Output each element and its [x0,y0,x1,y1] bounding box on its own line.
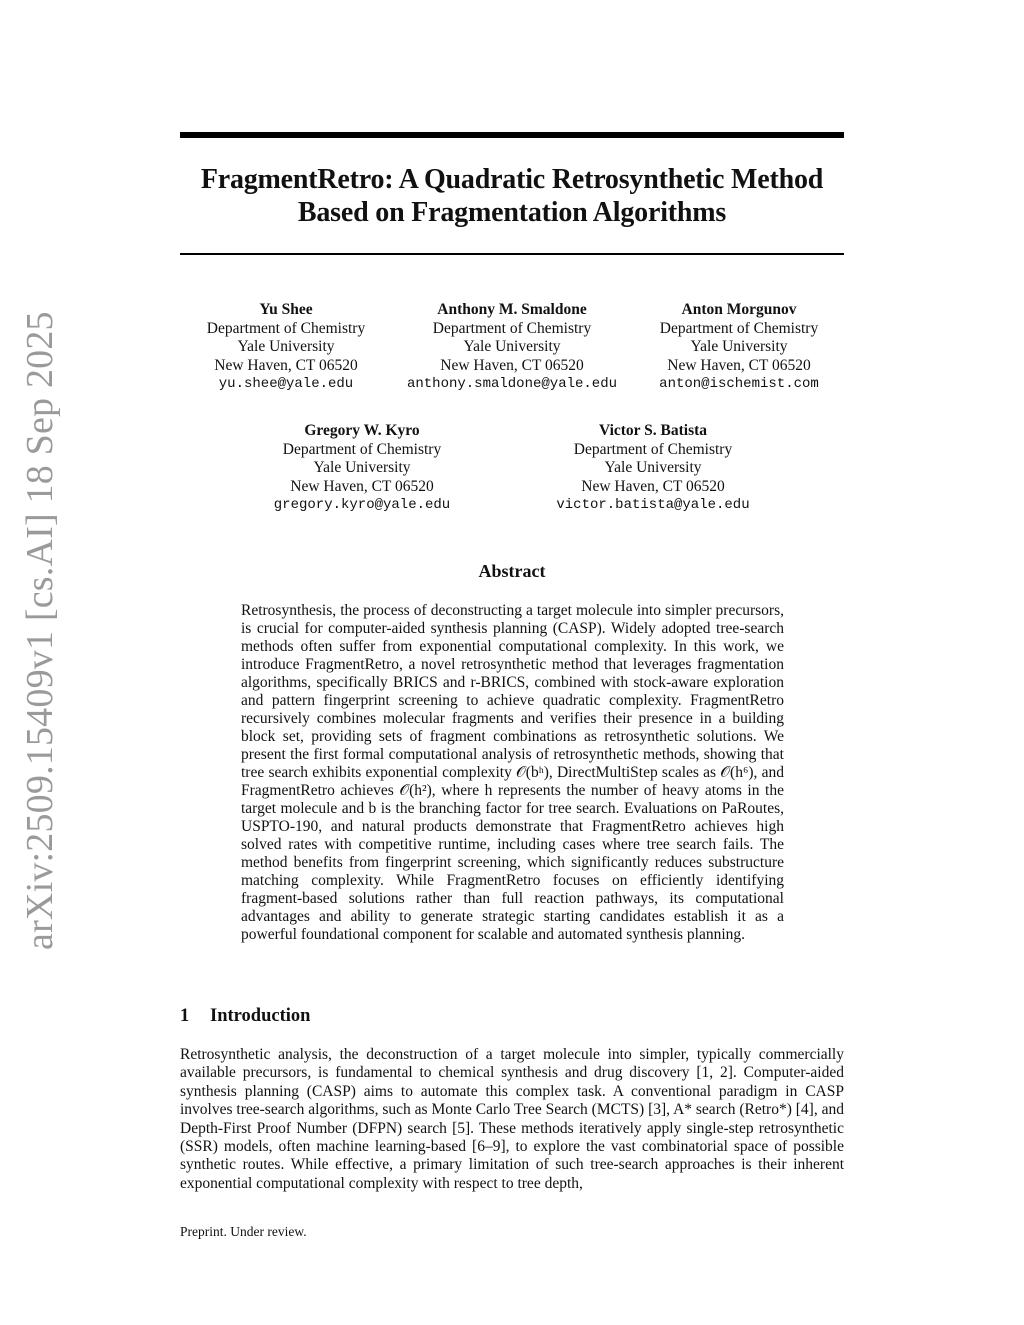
author-dept: Department of Chemistry [659,319,819,337]
author-email: gregory.kyro@yale.edu [273,497,451,513]
section-heading [180,1005,310,1027]
author-name: Anton Morgunov [681,301,797,318]
title-line-2: Based on Fragmentation Algorithms [297,197,727,228]
author-name: Victor S. Batista [598,422,708,439]
author-name: Gregory W. Kyro [304,422,420,439]
title-line-1: FragmentRetro: A Quadratic Retrosynthetic Method [200,164,824,195]
author-name: Anthony M. Smaldone [437,301,587,318]
author-univ: Yale University [313,459,411,476]
introduction-body: Retrosynthetic analysis, the deconstruction of a target molecule into simpler, typically commercially available precursors, is fundamental to chemical synthesis and drug discovery [1, 2]. Computer-aided synthesis planning (CASP) aims to automate this complex task. A conventional paradigm in CASP involves tree-search algorithms, such as Monte Carlo Tree Search (MCTS) [3], A* search (Retro*) [4], and Depth-First Proof Number (DFPN) search [5]. These methods iteratively apply single-step retrosynthetic (SSR) models, often machine learning-based [6–9], to explore the vast combinatorial space of possible synthetic routes. While effective, a primary limitation of such tree-search approaches is their inherent exponential computational complexity with respect to tree depth, [180,1046,844,1192]
author-univ: Yale University [237,338,335,355]
author-block [392,301,632,394]
author-univ: Yale University [604,459,702,476]
author-email: yu.shee@yale.edu [218,376,354,392]
author-block [252,422,472,515]
author-univ: Yale University [690,338,788,355]
author-block [186,301,386,394]
author-city: New Haven, CT 06520 [214,356,358,374]
author-dept: Department of Chemistry [432,319,592,337]
author-email: anton@ischemist.com [659,376,819,392]
section-number: 1 [180,1006,190,1026]
author-email: anthony.smaldone@yale.edu [406,376,618,392]
author-dept: Department of Chemistry [573,440,733,458]
title-bottom-rule [180,253,844,255]
author-univ: Yale University [463,338,561,355]
author-block [634,301,844,394]
footer-note: Preprint. Under review. [180,1224,307,1239]
abstract-body: Retrosynthesis, the process of deconstructing a target molecule into simpler precursors, is crucial for computer-aided synthesis planning (CASP). Widely adopted tree-search methods often suffer from exponential computational complexity. In this work, we introduce FragmentRetro, a novel retrosynthetic method that leverages fragmentation algorithms, specifically BRICS and r-BRICS, combined with stock-aware exploration and pattern fingerprint screening to achieve quadratic complexity. FragmentRetro recursively combines molecular fragments and verifies their presence in a building block set, providing sets of fragment combinations as retrosynthetic solutions. We present the first formal computational analysis of retrosynthetic methods, showing that tree search exhibits exponential complexity 𝒪(bʰ), DirectMultiStep scales as 𝒪(h⁶), and FragmentRetro achieves 𝒪(h²), where h represents the number of heavy atoms in the target molecule and b is the branching factor for tree search. Evaluations on PaRoutes, USPTO-190, and natural products demonstrate that FragmentRetro achieves high solved rates with competitive runtime, including cases where tree search fails. The method benefits from fingerprint screening, which significantly reduces substructure matching complexity. While FragmentRetro focuses on efficiently identifying fragment-based solutions rather than full reaction pathways, its computational advantages and ability to generate strategic starting candidates establish it as a powerful foundational component for scalable and automated synthesis planning. [241,602,784,943]
arxiv-stamp: arXiv:2509.15409v1 [cs.AI] 18 Sep 2025 [19,311,61,950]
author-name: Yu Shee [259,301,313,318]
section-title: Introduction [210,1006,311,1026]
author-city: New Haven, CT 06520 [667,356,811,374]
author-city: New Haven, CT 06520 [581,477,725,495]
author-block [538,422,768,515]
abstract-heading: Abstract [478,561,546,581]
author-dept: Department of Chemistry [206,319,366,337]
author-dept: Department of Chemistry [282,440,442,458]
author-city: New Haven, CT 06520 [290,477,434,495]
paper-title [140,163,884,229]
author-email: victor.batista@yale.edu [556,497,750,513]
author-city: New Haven, CT 06520 [440,356,584,374]
title-top-rule [180,132,844,138]
